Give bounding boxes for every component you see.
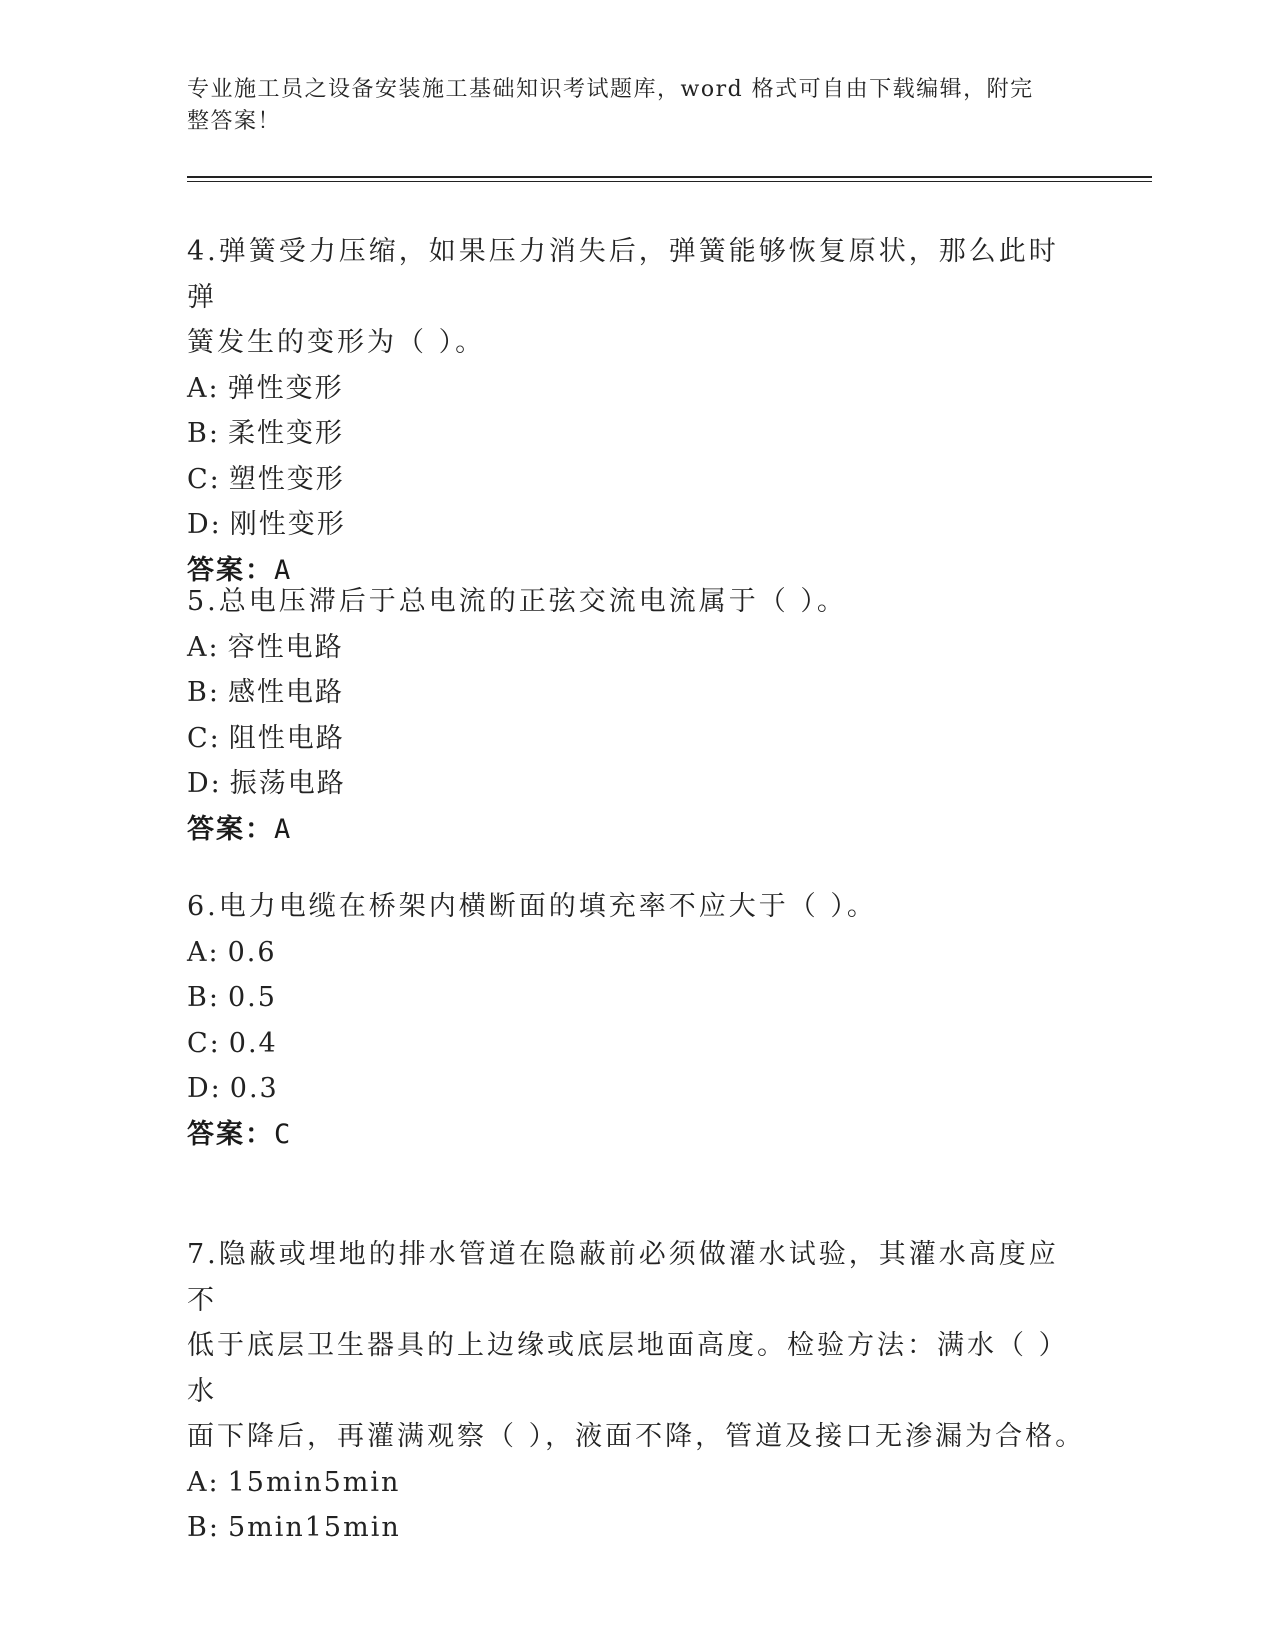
option-letter: C (187, 1027, 210, 1059)
option-a (187, 366, 1087, 412)
option-d (187, 502, 1087, 548)
option-b (187, 975, 1087, 1021)
option-separator: : (208, 372, 220, 404)
option-separator: : (208, 936, 220, 968)
answer-value: A (274, 813, 293, 845)
header-line-1: 专业施工员之设备安装施工基础知识考试题库，word 格式可自由下载编辑，附完 (187, 77, 1034, 102)
option-separator: : (210, 768, 222, 799)
question-stem-line: 低于底层卫生器具的上边缘或底层地面高度。检验方法：满水（ ）水 (187, 1330, 1069, 1407)
option-letter: D (187, 1073, 211, 1104)
option-b (187, 1505, 1087, 1551)
option-text: 0.5 (227, 982, 277, 1013)
option-separator: : (209, 722, 221, 754)
question-stem-line: 5.总电压滞后于总电流的正弦交流电流属于（ ）。 (187, 586, 847, 617)
option-letter: B (187, 1512, 209, 1543)
question-5 (187, 579, 1087, 852)
option-letter: A (187, 631, 209, 663)
option-text: 15min5min (227, 1466, 401, 1498)
option-c (187, 457, 1087, 503)
option-a (187, 1460, 1087, 1506)
option-text: 0.4 (228, 1027, 278, 1059)
option-b (187, 411, 1087, 457)
answer-value: A (274, 554, 293, 586)
option-separator: : (208, 677, 220, 708)
option-text: 弹性变形 (227, 372, 344, 404)
question-4 (187, 229, 1087, 593)
option-letter: A (187, 1466, 209, 1498)
question-stem-line: 7.隐蔽或埋地的排水管道在隐蔽前必须做灌水试验，其灌水高度应不 (187, 1239, 1059, 1316)
option-c (187, 716, 1087, 762)
option-text: 0.6 (227, 936, 277, 968)
option-letter: D (187, 509, 211, 540)
option-separator: : (208, 1512, 220, 1543)
header-line-2: 整答案！ (187, 109, 282, 134)
option-separator: : (209, 1027, 221, 1059)
question-6 (187, 884, 1087, 1157)
question-stem-line: 簧发生的变形为（ ）。 (187, 327, 486, 358)
header-divider-thin (187, 181, 1152, 182)
question-7 (187, 1232, 1087, 1551)
option-separator: : (208, 418, 220, 449)
option-separator: : (210, 509, 222, 540)
header-divider-thick (187, 176, 1152, 178)
option-letter: A (187, 372, 209, 404)
option-text: 刚性变形 (229, 509, 346, 540)
option-letter: B (187, 677, 209, 708)
answer-label: 答案： (187, 1118, 274, 1150)
option-text: 5min15min (227, 1512, 401, 1543)
option-c (187, 1021, 1087, 1067)
option-text: 感性电路 (227, 677, 344, 708)
option-letter: C (187, 463, 210, 495)
option-d (187, 1066, 1087, 1112)
option-b (187, 670, 1087, 716)
option-a (187, 930, 1087, 976)
option-separator: : (210, 1073, 222, 1104)
answer-value: C (274, 1118, 293, 1150)
question-stem-line: 面下降后，再灌满观察（ ），液面不降，管道及接口无渗漏为合格。 (187, 1421, 1086, 1452)
option-separator: : (208, 631, 220, 663)
option-text: 柔性变形 (227, 418, 344, 449)
document-header (187, 74, 1067, 138)
answer-line (187, 1112, 1087, 1158)
option-text: 阻性电路 (228, 722, 345, 754)
option-letter: B (187, 982, 209, 1013)
option-separator: : (208, 982, 220, 1013)
option-text: 塑性变形 (228, 463, 345, 495)
option-letter: B (187, 418, 209, 449)
option-letter: C (187, 722, 210, 754)
option-text: 振荡电路 (229, 768, 346, 799)
option-letter: D (187, 768, 211, 799)
option-separator: : (208, 1466, 220, 1498)
option-letter: A (187, 936, 209, 968)
option-separator: : (209, 463, 221, 495)
option-d (187, 761, 1087, 807)
question-stem-line: 6.电力电缆在桥架内横断面的填充率不应大于（ ）。 (187, 891, 877, 922)
question-stem-line: 4.弹簧受力压缩，如果压力消失后，弹簧能够恢复原状，那么此时弹 (187, 236, 1059, 313)
answer-label: 答案： (187, 554, 274, 586)
answer-label: 答案： (187, 813, 274, 845)
option-text: 0.3 (229, 1073, 279, 1104)
option-text: 容性电路 (227, 631, 344, 663)
answer-line (187, 807, 1087, 853)
option-a (187, 625, 1087, 671)
